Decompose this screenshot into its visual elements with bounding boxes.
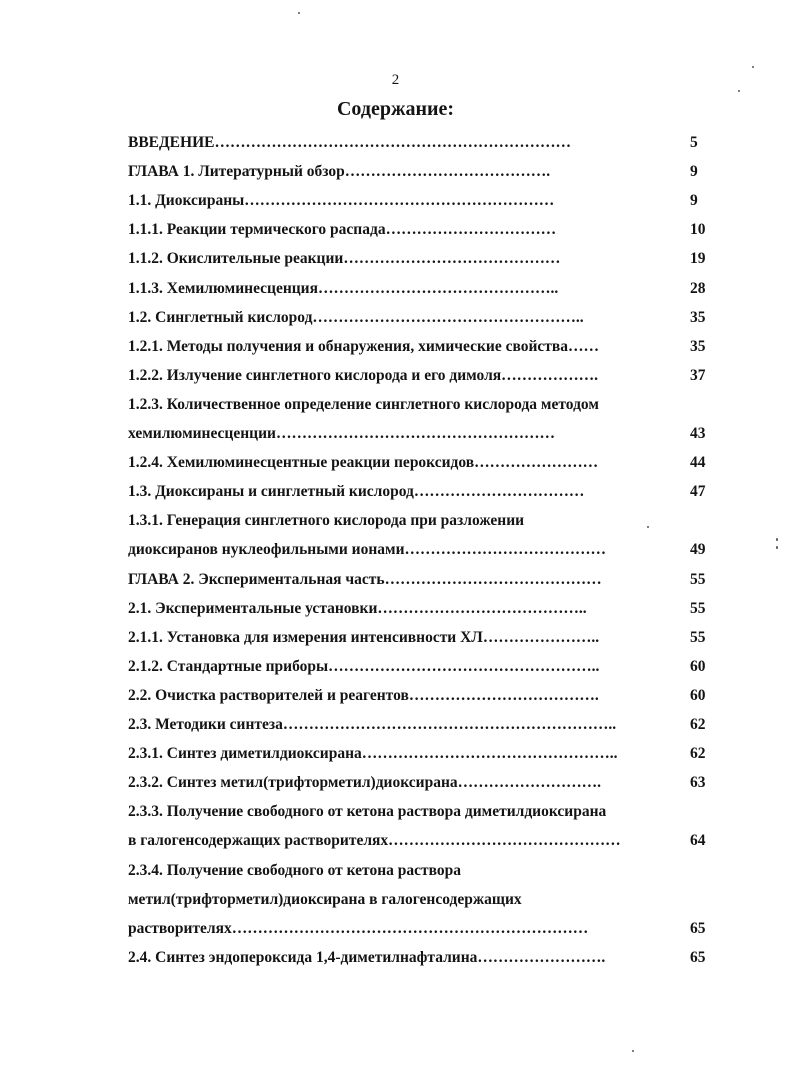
toc-entry <box>128 336 728 358</box>
scan-speck <box>298 12 300 14</box>
toc-entry <box>128 801 728 823</box>
toc-entry-page: 64 <box>690 832 706 850</box>
toc-entry-title: в галогенсодержащих растворителях……………………………………… <box>128 832 621 850</box>
toc-entry-title: 2.1.1. Установка для измерения интенсивности ХЛ………………….. <box>128 628 600 646</box>
toc-entry-title: 2.3.4. Получение свободного от кетона раствора <box>128 861 462 879</box>
toc-entry <box>128 219 728 241</box>
toc-entry-page: 60 <box>690 686 706 704</box>
toc-entry <box>128 394 728 416</box>
toc-entry-title: 1.1.3. Хемилюминесценция……………………………………….. <box>128 279 559 297</box>
toc-entry <box>128 685 728 707</box>
toc-entry-title: 1.2.2. Излучение синглетного кислорода и его димоля………………. <box>128 366 599 384</box>
toc-entry-title: растворителях…………………………………………………………… <box>128 919 589 937</box>
toc-entry-page: 55 <box>690 628 706 646</box>
scan-speck <box>632 1050 634 1052</box>
toc-entry-page: 10 <box>690 221 706 239</box>
scan-speck <box>738 90 740 92</box>
scan-speck <box>647 526 649 528</box>
toc-entry-page: 44 <box>690 454 706 472</box>
toc-entry <box>128 598 728 620</box>
toc-entry <box>128 656 728 678</box>
toc-entry-title: 2.3. Методики синтеза……………………………………………………….. <box>128 716 617 733</box>
scan-speck <box>752 66 754 68</box>
toc-entry <box>128 627 728 649</box>
toc-entry <box>128 161 728 183</box>
scan-speck <box>776 546 778 549</box>
toc-entry <box>128 248 728 270</box>
page-title: Содержание: <box>336 98 455 120</box>
toc-entry-title: ВВЕДЕНИЕ…………………………………………………………… <box>128 134 571 151</box>
toc-entry <box>128 190 728 212</box>
toc-entry-page: 47 <box>690 483 706 501</box>
toc-entry-title: 1.2.4. Хемилюминесцентные реакции пероксидов…………………… <box>128 454 599 472</box>
toc-entry-page: 55 <box>690 570 706 588</box>
toc-entry-page: 37 <box>690 366 706 384</box>
toc-entry <box>128 947 728 969</box>
toc-entry-title: 2.3.2. Синтез метил(трифторметил)диоксирана………………………. <box>128 774 602 792</box>
toc-entry-title: 1.2.1. Методы получения и обнаружения, химические свойства…… <box>128 337 600 355</box>
toc-entry-title: хемилюминесценции……………………………………………… <box>128 425 555 442</box>
toc-entry-title: 2.4. Синтез эндопероксида 1,4-диметилнафталина……………………. <box>128 948 606 966</box>
toc-entry-title: 1.1.2. Окислительные реакции…………………………………… <box>128 250 561 268</box>
toc-entry-page: 35 <box>690 308 706 326</box>
toc-entry <box>128 278 728 300</box>
toc-entry <box>128 830 728 852</box>
toc-entry-title: 2.3.3. Получение свободного от кетона раствора диметилдиоксирана <box>128 803 607 821</box>
toc-entry-page: 28 <box>690 279 706 297</box>
toc-entry-page: 19 <box>690 250 706 268</box>
toc-entry <box>128 918 728 940</box>
toc-entry-page: 9 <box>690 163 698 181</box>
toc-entry-title: 2.3.1. Синтез диметилдиоксирана………………………………………….. <box>128 745 618 763</box>
toc-entry-title: диоксиранов нуклеофильными ионами………………………………… <box>128 541 607 559</box>
toc-entry-title: 1.3.1. Генерация синглетного кислорода при разложении <box>128 512 525 530</box>
toc-entry-title: 1.1. Диоксираны…………………………………………………… <box>128 192 555 210</box>
toc-entry-page: 62 <box>690 745 706 763</box>
toc-entry <box>128 423 728 445</box>
toc-entry-title: 2.1.2. Стандартные приборы…………………………………………….. <box>128 657 600 675</box>
toc-entry <box>128 889 728 911</box>
toc-entry-page: 63 <box>690 774 706 792</box>
toc-entry-title: 1.3. Диоксираны и синглетный кислород…………………………… <box>128 483 585 501</box>
toc-entry-title: метил(трифторметил)диоксирана в галогенсодержащих <box>128 890 522 908</box>
toc-entry <box>128 452 728 474</box>
toc-entry <box>128 307 728 329</box>
toc-entry <box>128 132 728 154</box>
toc-entry <box>128 539 728 561</box>
toc-entry-page: 62 <box>690 716 706 733</box>
toc-entry-page: 55 <box>690 599 706 617</box>
toc-entry-title: 1.2. Синглетный кислород…………………………………………….. <box>128 308 584 326</box>
toc-entry <box>128 481 728 503</box>
toc-entry-page: 35 <box>690 337 706 355</box>
toc-entry-title: 2.1. Экспериментальные установки………………………………….. <box>128 599 587 617</box>
toc-entry-page: 49 <box>690 541 706 559</box>
toc-entry <box>128 772 728 794</box>
toc-entry-title: 1.2.3. Количественное определение синглетного кислорода методом <box>128 395 599 413</box>
toc-entry <box>128 365 728 387</box>
scan-speck <box>776 538 778 541</box>
toc-entry <box>128 743 728 765</box>
toc-entry-page: 9 <box>690 192 698 210</box>
toc-entry <box>128 510 728 532</box>
toc-entry-page: 5 <box>690 134 698 151</box>
toc-entry <box>128 860 728 882</box>
toc-entry-title: ГЛАВА 2. Экспериментальная часть…………………………………… <box>128 570 602 588</box>
toc-entry-page: 65 <box>690 948 706 966</box>
toc-entry-title: 2.2. Очистка растворителей и реагентов………………………………. <box>128 686 599 704</box>
toc-entry-page: 65 <box>690 919 706 937</box>
toc-entry <box>128 569 728 591</box>
toc-entry-title: 1.1.1. Реакции термического распада…………………………… <box>128 221 557 239</box>
toc-entry-title: ГЛАВА 1. Литературный обзор…………………………………. <box>128 163 551 181</box>
toc-entry-page: 60 <box>690 657 706 675</box>
toc-entry <box>128 714 728 736</box>
toc-entry-page: 43 <box>690 425 706 442</box>
page-number: 2 <box>391 72 400 88</box>
